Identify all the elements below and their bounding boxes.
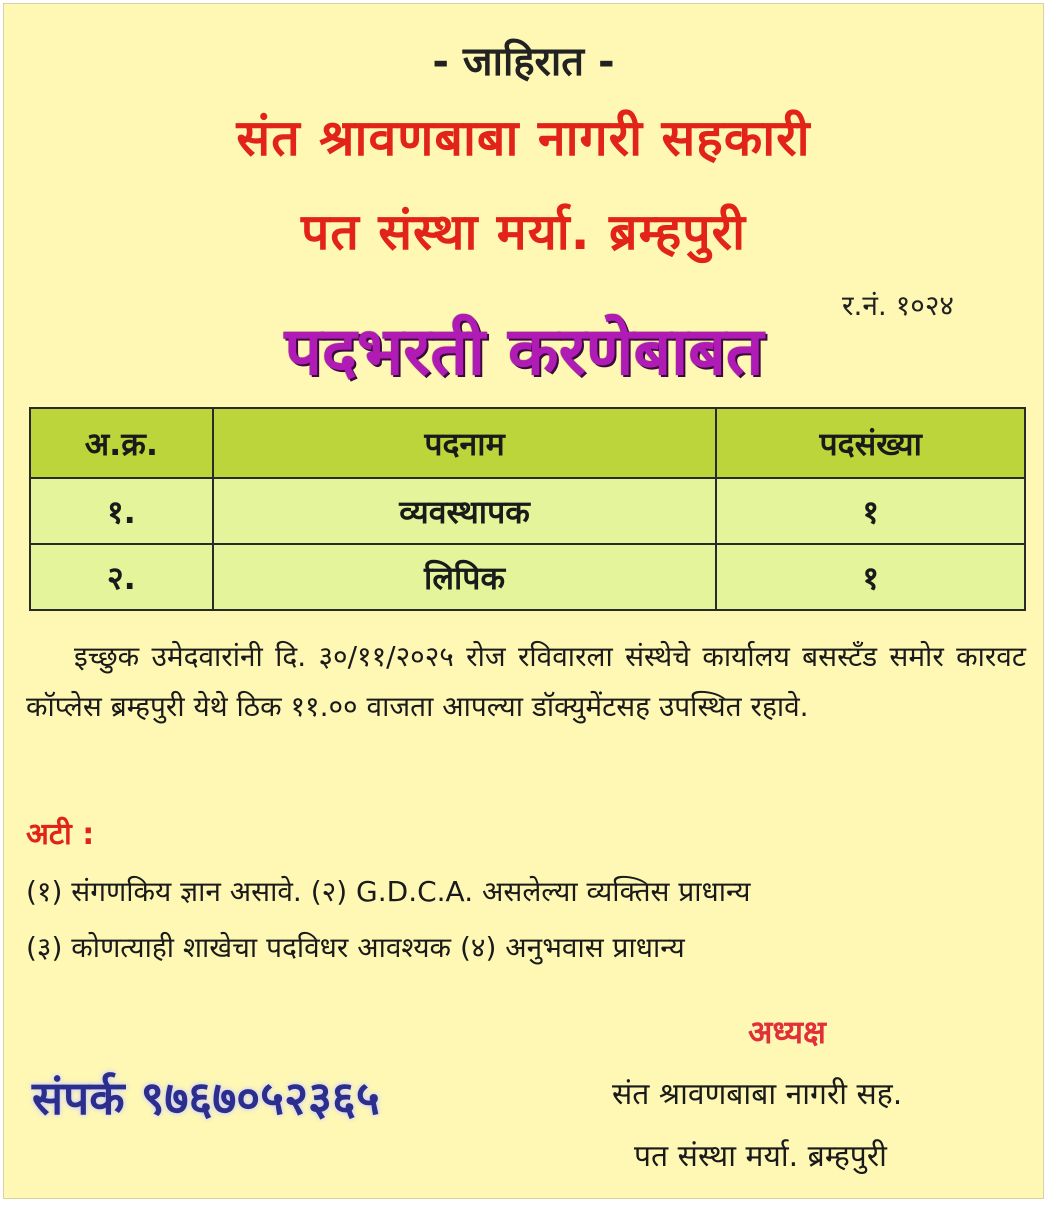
advertisement bbox=[3, 3, 1044, 1199]
headline: पदभरती करणेबाबत bbox=[284, 313, 764, 390]
condition-line: (१) संगणकिय ज्ञान असावे. (२) G.D.C.A. असलेल्या व्यक्तिस प्राधान्य bbox=[26, 875, 751, 908]
cell-serial: १. bbox=[30, 478, 213, 544]
cell-post: व्यवस्थापक bbox=[213, 478, 717, 544]
cell-count: १ bbox=[716, 544, 1025, 610]
president-title: अध्यक्ष bbox=[748, 1013, 826, 1051]
cell-serial: २. bbox=[30, 544, 213, 610]
ad-label: - जाहिरात - bbox=[432, 39, 615, 85]
conditions-title: अटी : bbox=[26, 817, 95, 852]
condition-line: (३) कोणत्याही शाखेचा पदविधर आवश्यक (४) अनुभवास प्राधान्य bbox=[26, 931, 685, 964]
header-serial: अ.क्र. bbox=[30, 408, 213, 478]
cell-post: लिपिक bbox=[213, 544, 717, 610]
president-org-line1: संत श्रावणबाबा नागरी सह. bbox=[612, 1077, 903, 1112]
president-org-line2: पत संस्था मर्या. ब्रम्हपुरी bbox=[634, 1139, 887, 1174]
header-count: पदसंख्या bbox=[716, 408, 1025, 478]
registration-number: र.नं. १०२४ bbox=[842, 289, 954, 322]
notice-text: इच्छुक उमेदवारांनी दि. ३०/११/२०२५ रोज रविवारला संस्थेचे कार्यालय बसस्टँड समोर कारवट कॉप्लेस ब्रम्हपुरी येथे ठिक ११.०० वाजता आपल्या डॉक्युमेंटसह उपस्थित रहावे. bbox=[26, 640, 1026, 723]
contact-number: संपर्क ९७६७०५२३६५ bbox=[32, 1071, 380, 1125]
table-header-row bbox=[30, 408, 1025, 478]
org-name-line2: पत संस्था मर्या. ब्रम्हपुरी bbox=[300, 203, 747, 261]
table-row bbox=[30, 544, 1025, 610]
posts-table bbox=[29, 407, 1026, 611]
org-name-line1: संत श्रावणबाबा नागरी सहकारी bbox=[236, 109, 811, 167]
header-post: पदनाम bbox=[213, 408, 717, 478]
cell-count: १ bbox=[716, 478, 1025, 544]
table-row bbox=[30, 478, 1025, 544]
